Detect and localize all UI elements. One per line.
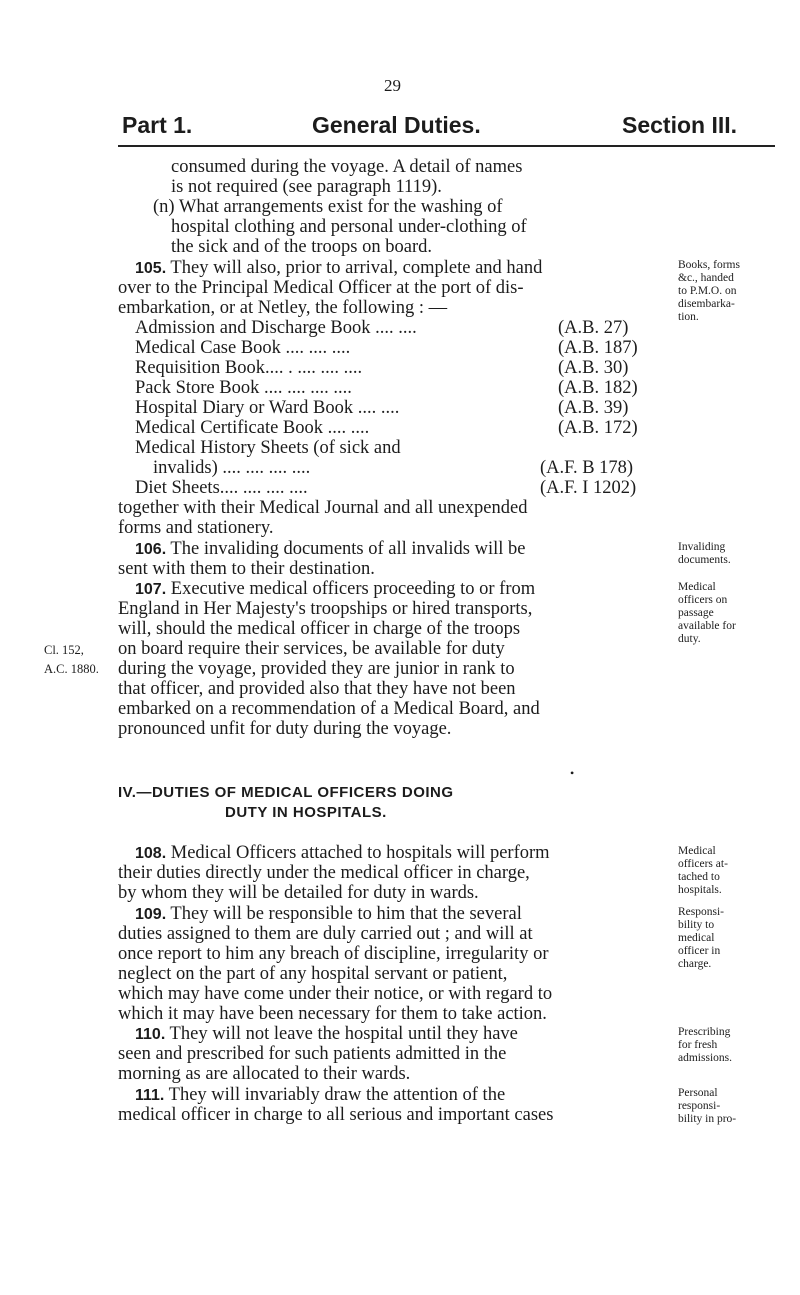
form-name: Diet Sheets.... .... .... .... (135, 478, 308, 498)
text-line: during the voyage, provided they are junior in rank to (118, 659, 515, 679)
paragraph-111: 111. They will invariably draw the attention of the (135, 1085, 506, 1105)
paragraph-number: 108. (135, 845, 167, 862)
form-name: invalids) .... .... .... .... (153, 458, 311, 478)
page-number: 29 (384, 76, 401, 95)
margin-note: officers at- (678, 858, 728, 870)
form-ref: (A.B. 182) (558, 378, 638, 398)
paragraph-107: 107. Executive medical officers proceeding to or from (135, 579, 536, 599)
margin-note: charge. (678, 958, 712, 970)
paragraph-106: 106. The invaliding documents of all invalids will be (135, 539, 526, 559)
margin-note: bility to (678, 919, 715, 931)
margin-note: &c., handed (678, 272, 734, 284)
text-line: morning as are allocated to their wards. (118, 1064, 411, 1084)
margin-note: Responsi- (678, 906, 724, 918)
margin-note: medical (678, 932, 715, 944)
margin-note: available for (678, 620, 736, 632)
chapter-heading-cont: DUTY IN HOSPITALS. (225, 804, 387, 821)
margin-note: Medical (678, 581, 716, 593)
text-line: pronounced unfit for duty during the voyage. (118, 719, 452, 739)
paragraph-number: 109. (135, 906, 167, 923)
text-line: forms and stationery. (118, 518, 274, 538)
margin-note: Invaliding (678, 541, 726, 553)
margin-note: admissions. (678, 1052, 732, 1064)
text-line: together with their Medical Journal and all unexpended (118, 498, 528, 518)
paragraph-number: 106. (135, 541, 167, 558)
paragraph-number: 105. (135, 260, 167, 277)
margin-note: disembarka- (678, 298, 735, 310)
form-name: Medical Case Book .... .... .... (135, 338, 351, 358)
header-part: Part 1. (122, 112, 193, 138)
text-line: embarked on a recommendation of a Medical Board, and (118, 699, 540, 719)
paragraph-105: 105. They will also, prior to arrival, complete and hand (135, 258, 543, 278)
form-ref: (A.B. 187) (558, 338, 638, 358)
margin-note: tached to (678, 871, 720, 883)
header-rule (118, 145, 775, 147)
margin-note: for fresh (678, 1039, 718, 1051)
margin-note: documents. (678, 554, 731, 566)
text-line: that officer, and provided also that they have not been (118, 679, 516, 699)
left-margin-note: Cl. 152, (44, 643, 84, 657)
paragraph-109: 109. They will be responsible to him that the several (135, 904, 522, 924)
text-line: duties assigned to them are duly carried out ; and will at (118, 924, 533, 944)
text-line: once report to him any breach of discipline, irregularity or (118, 944, 549, 964)
text-line: will, should the medical officer in charge of the troops (118, 619, 521, 639)
form-ref: (A.B. 172) (558, 418, 638, 438)
margin-note: bility in pro- (678, 1113, 737, 1125)
text-line: consumed during the voyage. A detail of names (171, 157, 523, 177)
margin-note: responsi- (678, 1100, 721, 1112)
form-ref: (A.B. 27) (558, 318, 629, 338)
text-line: sent with them to their destination. (118, 559, 375, 579)
text-line: over to the Principal Medical Officer at the port of dis- (118, 278, 524, 298)
text-line: which it may have been necessary for them to take action. (118, 1004, 547, 1024)
form-ref: (A.F. B 178) (540, 458, 634, 478)
stray-mark: • (570, 766, 575, 780)
form-name: Medical Certificate Book .... .... (135, 418, 370, 438)
form-name: Hospital Diary or Ward Book .... .... (135, 398, 400, 418)
text-line: which may have come under their notice, or with regard to (118, 984, 553, 1004)
text-line: England in Her Majesty's troopships or hired transports, (118, 599, 533, 619)
margin-note: hospitals. (678, 884, 722, 896)
paragraph-108: 108. Medical Officers attached to hospitals will perform (135, 843, 550, 863)
text-line: the sick and of the troops on board. (171, 237, 432, 257)
chapter-heading: IV.—DUTIES OF MEDICAL OFFICERS DOING (118, 784, 454, 801)
paragraph-110: 110. They will not leave the hospital until they have (135, 1024, 518, 1044)
margin-note: passage (678, 607, 714, 619)
margin-note: officers on (678, 594, 728, 606)
form-ref: (A.B. 30) (558, 358, 629, 378)
margin-note: Prescribing (678, 1026, 731, 1038)
text-line: seen and prescribed for such patients admitted in the (118, 1044, 507, 1064)
form-name: Admission and Discharge Book .... .... (135, 318, 417, 338)
text-line: hospital clothing and personal under-clothing of (171, 217, 527, 237)
margin-note: to P.M.O. on (678, 285, 737, 297)
margin-note: Medical (678, 845, 716, 857)
header-section: Section III. (622, 112, 738, 138)
margin-note: tion. (678, 311, 699, 323)
paragraph-number: 110. (135, 1026, 166, 1043)
paragraph-number: 107. (135, 581, 167, 598)
form-name: Requisition Book.... . .... .... .... (135, 358, 363, 378)
text-line: (n) What arrangements exist for the washing of (153, 197, 503, 217)
form-name: Medical History Sheets (of sick and (135, 438, 401, 458)
text-line: on board require their services, be available for duty (118, 639, 505, 659)
text-line: is not required (see paragraph 1119). (171, 177, 442, 197)
text-line: medical officer in charge to all serious and important cases (118, 1105, 554, 1125)
form-ref: (A.F. I 1202) (540, 478, 637, 498)
paragraph-number: 111. (135, 1087, 165, 1104)
left-margin-note: A.C. 1880. (44, 662, 99, 676)
text-line: embarkation, or at Netley, the following : — (118, 298, 448, 318)
text-line: neglect on the part of any hospital servant or patient, (118, 964, 508, 984)
margin-note: duty. (678, 633, 701, 645)
header-title: General Duties. (312, 112, 481, 138)
margin-note: officer in (678, 945, 721, 957)
margin-note: Personal (678, 1087, 718, 1099)
form-name: Pack Store Book .... .... .... .... (135, 378, 352, 398)
text-line: by whom they will be detailed for duty in wards. (118, 883, 479, 903)
margin-note: Books, forms (678, 259, 740, 271)
text-line: their duties directly under the medical officer in charge, (118, 863, 530, 883)
form-ref: (A.B. 39) (558, 398, 629, 418)
